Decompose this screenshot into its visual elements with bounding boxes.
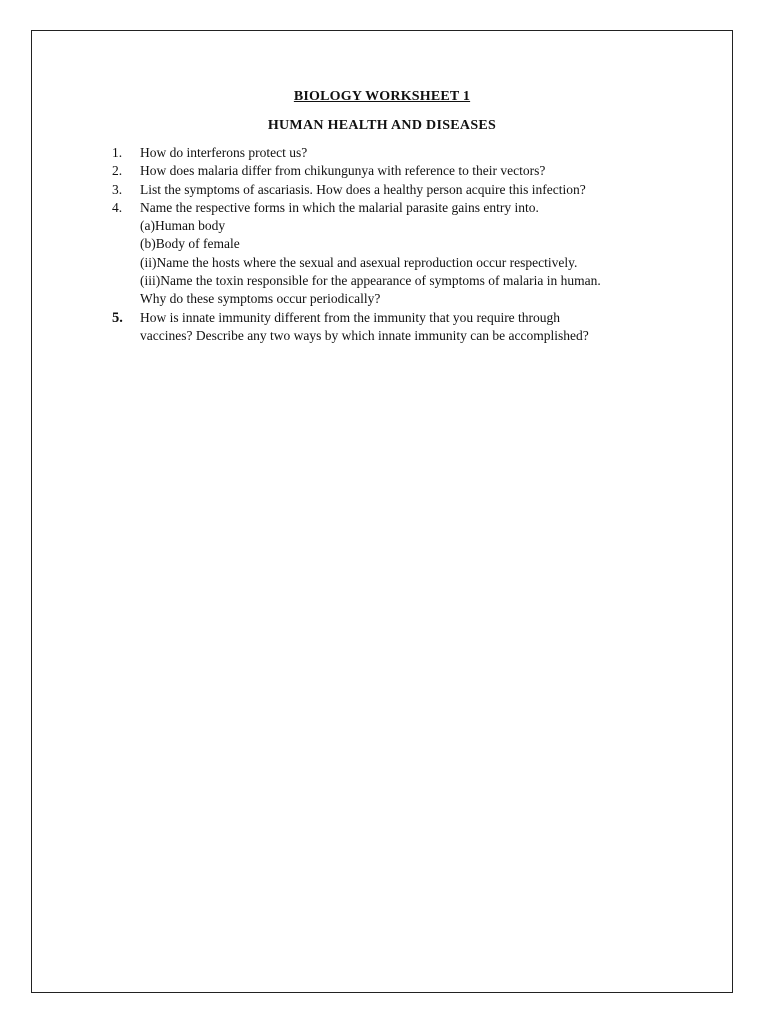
worksheet-title: BIOLOGY WORKSHEET 1 [293,89,471,104]
worksheet-subtitle: HUMAN HEALTH AND DISEASES [267,118,497,133]
question-subpart: (ii)Name the hosts where the sexual and asexual reproduction occur respectively. [140,254,578,270]
question-subpart: (b)Body of female [140,236,240,252]
question-number: 1. [112,145,123,160]
question-number: 2. [112,163,123,179]
question-item-4 [112,199,712,309]
question-item-3 [112,181,712,199]
question-text: How do interferons protect us? [140,145,308,160]
question-list [112,144,712,345]
question-subpart: (iii)Name the toxin responsible for the appearance of symptoms of malaria in human. [140,273,601,289]
worksheet-page [31,30,733,993]
question-number: 5. [112,309,123,326]
question-text: vaccines? Describe any two ways by which innate immunity can be accomplished? [140,327,589,343]
question-subpart: (a)Human body [140,218,226,234]
question-text: How is innate immunity different from the immunity that you require through [140,309,561,325]
question-subpart: Why do these symptoms occur periodically? [140,291,381,307]
question-item-5 [112,309,712,346]
question-number: 3. [112,181,123,197]
question-text: How does malaria differ from chikungunya with reference to their vectors? [140,163,546,179]
question-text: Name the respective forms in which the malarial parasite gains entry into. [140,199,539,215]
question-text: List the symptoms of ascariasis. How does a healthy person acquire this infection? [140,181,586,197]
question-number: 4. [112,199,123,215]
question-item-1 [112,144,712,162]
question-item-2 [112,162,712,180]
